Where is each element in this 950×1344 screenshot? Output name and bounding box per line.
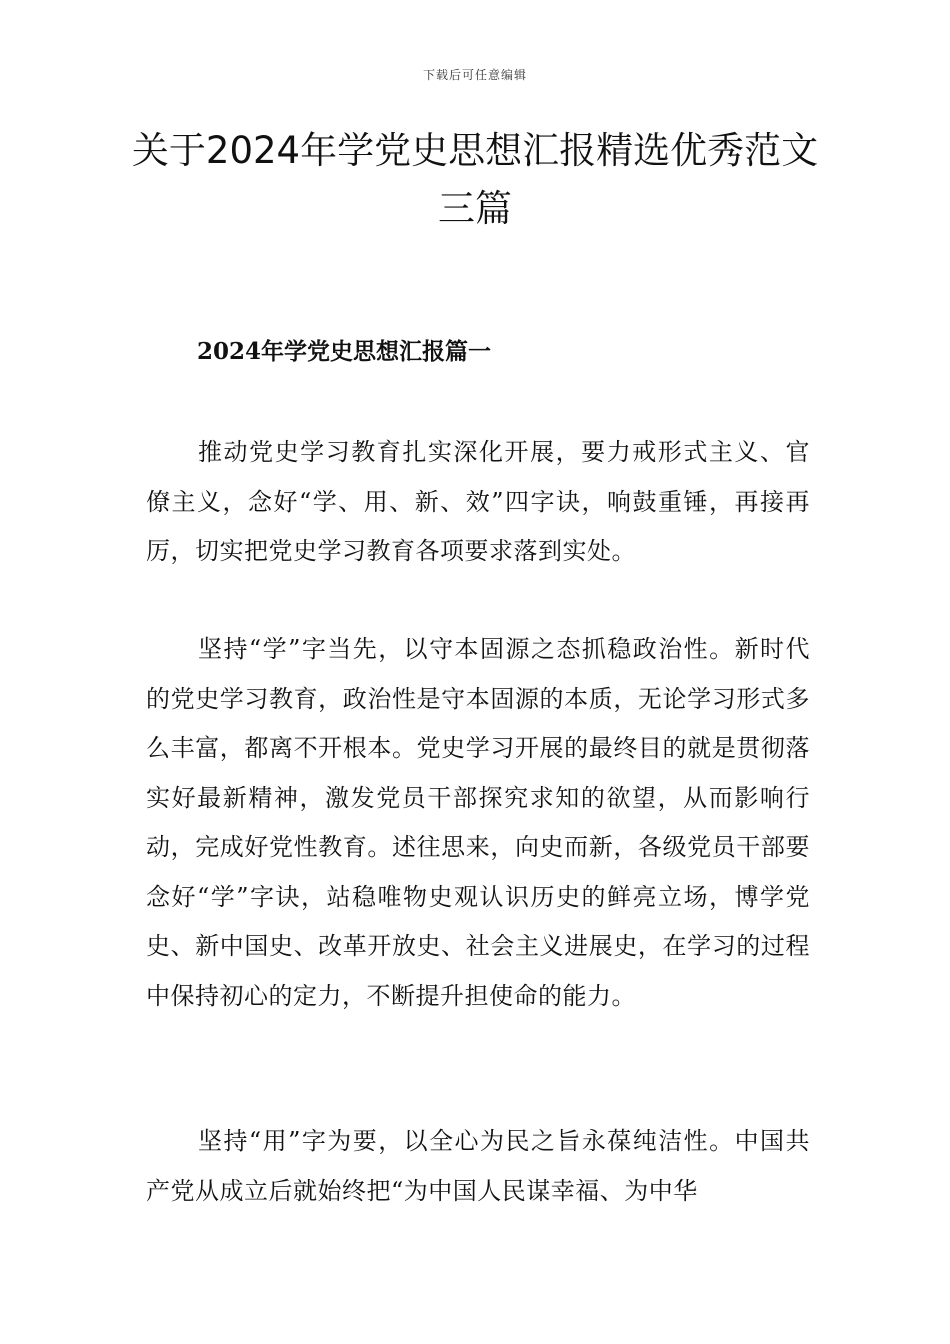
paragraph-2: 坚持“学”字当先，以守本固源之态抓稳政治性。新时代的党史学习教育，政治性是守本固源的本质，无论学习形式多么丰富，都离不开根本。党史学习开展的最终目的就是贯彻落实好最新精神，激发党员干部探究求知的欲望，从而影响行动，完成好党性教育。述往思来，向史而新，各级党员干部要念好“学”字诀，站稳唯物史观认识历史的鲜亮立场，博学党史、新中国史、改革开放史、社会主义进展史，在学习的过程中保持初心的定力，不断提升担使命的能力。: [146, 635, 810, 1010]
paragraph-3: 坚持“用”字为要，以全心为民之旨永葆纯洁性。中国共产党从成立后就始终把“为中国人民谋幸福、为中华: [146, 1127, 810, 1205]
header-note: 下载后可任意编辑: [422, 68, 527, 82]
section-heading: 2024年学党史思想汇报篇一: [197, 338, 492, 365]
paragraph-1: 推动党史学习教育扎实深化开展，要力戒形式主义、官僚主义，念好“学、用、新、效”四字诀，响鼓重锤，再接再厉，切实把党史学习教育各项要求落到实处。: [146, 438, 810, 565]
document-title: 关于2024年学党史思想汇报精选优秀范文三篇: [131, 129, 819, 230]
